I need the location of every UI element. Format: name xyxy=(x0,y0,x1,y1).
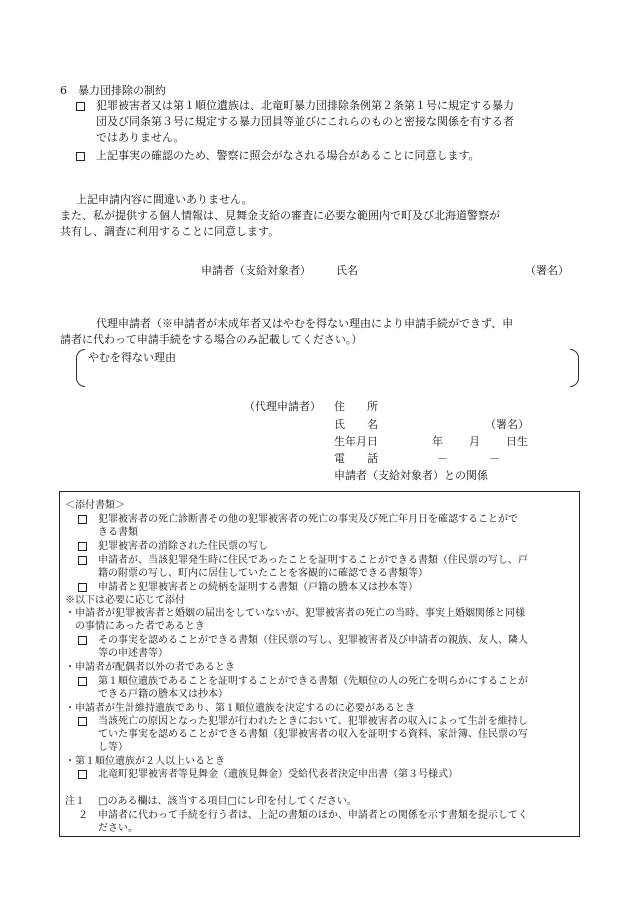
phone-dash: － xyxy=(437,452,448,465)
attachments-title: ＜添付書類＞ xyxy=(65,500,125,511)
agent-address-label: 住 所 xyxy=(334,400,378,413)
phone-dash: － xyxy=(489,452,500,465)
reason-bracket-left xyxy=(76,349,85,387)
attachment-text: 犯罪被害者の消除された住民票の写し xyxy=(98,541,268,552)
checkbox-doc3[interactable] xyxy=(78,556,87,565)
attachment-text: 申請者と犯罪被害者との続柄を証明する書類（戸籍の謄本又は抄本等） xyxy=(98,582,418,593)
agent-sign-label: （署名） xyxy=(485,418,529,431)
checkbox-doc2[interactable] xyxy=(78,542,87,551)
attachment-text: 籍の附票の写し、町内に居住していたことを客観的に確認できる書類等） xyxy=(98,568,428,579)
note2-label: ２ xyxy=(78,810,88,821)
attachment-text: 北竜町犯罪被害者等見舞金（遺族見舞金）受給代表者決定申出書（第３号様式） xyxy=(98,769,458,780)
applicant-name-label: 氏名 xyxy=(336,264,358,277)
note-text: ださい。 xyxy=(98,823,138,834)
checkbox-item1[interactable] xyxy=(76,102,85,111)
attachment-text: 申請者が、当該犯罪発生時に住民であったことを証明することができる書類（住民票の写し、戸 xyxy=(98,555,528,566)
agent-birth-label: 生年月日 xyxy=(334,435,378,448)
condition-text: ・申請者が生計維持遺族であり、第１順位遺族を決定するのに必要があるとき xyxy=(65,703,415,714)
checkbox-cond4[interactable] xyxy=(78,770,87,779)
reason-bracket-right xyxy=(570,349,579,387)
checkbox-cond3[interactable] xyxy=(78,717,87,726)
attachment-text: その事実を認めることができる書類（住民票の写し、犯罪被害者及び申請者の親族、友人、隣人 xyxy=(98,635,528,646)
agent-note: 代理申請者（※申請者が未成年者又はやむを得ない理由により申請手続ができず、申 xyxy=(96,317,514,330)
agent-phone-label: 電 話 xyxy=(334,452,378,465)
conditional-note: ※以下は必要に応じて添付 xyxy=(65,595,185,606)
attachment-text: 犯罪被害者の死亡診断書その他の犯罪被害者の死亡の事実及び死亡年月日を確認することがで xyxy=(98,514,518,525)
agent-label: （代理申請者） xyxy=(244,400,321,413)
declaration-line: また、私が提供する個人情報は、見舞金支給の審査に必要な範囲内で町及び北海道警察が xyxy=(60,209,500,222)
attachment-text: 当該死亡の原因となった犯罪が行われたときにおいて、犯罪被害者の収入によって生計を維持し xyxy=(98,716,528,727)
note-text: □のある欄は、該当する項目□にレ印を付してください。 xyxy=(98,796,357,807)
checkbox-item2[interactable] xyxy=(76,152,85,161)
attachment-text: できる戸籍の謄本又は抄本） xyxy=(98,689,228,700)
checkbox-cond2[interactable] xyxy=(78,677,87,686)
condition-text: ・申請者が犯罪被害者と婚姻の届出をしていないが、犯罪被害者の死亡の当時、事実上婚姻関係と同様 xyxy=(65,608,525,619)
condition-text: ・第１順位遺族が２人以上いるとき xyxy=(65,756,225,767)
declaration-line: 上記申請内容に間違いありません。 xyxy=(76,193,253,206)
birth-day-label: 日生 xyxy=(506,435,528,448)
checkbox-cond1[interactable] xyxy=(78,636,87,645)
checkbox-doc4[interactable] xyxy=(78,583,87,592)
clause-text: ではありません。 xyxy=(96,131,185,144)
birth-month-label: 月 xyxy=(469,435,480,448)
applicant-label: 申請者（支給対象者） xyxy=(201,264,311,277)
clause-text: 犯罪被害者又は第１順位遺族は、北竜町暴力団排除条例第２条第１号に規定する暴力 xyxy=(96,99,514,112)
agent-name-label: 氏 名 xyxy=(334,418,378,431)
condition-text: の事情にあった者であるとき xyxy=(65,621,205,632)
attachment-text: きる書類 xyxy=(98,527,138,538)
attachment-text: し等） xyxy=(98,742,128,753)
clause-text: 上記事実の確認のため、警察に照会がなされる場合があることに同意します。 xyxy=(96,149,480,162)
declaration-line: 共有し、調査に利用することに同意します。 xyxy=(60,225,280,238)
birth-year-label: 年 xyxy=(432,435,443,448)
note-text: 申請者に代わって手続を行う者は、上記の書類のほか、申請者との関係を示す書類を提示してく xyxy=(98,810,528,821)
section-heading: 6 暴力団排除の制約 xyxy=(60,84,166,97)
reason-label: やむを得ない理由 xyxy=(88,351,176,364)
condition-text: ・申請者が配偶者以外の者であるとき xyxy=(65,662,235,673)
clause-text: 団及び同条第３号に規定する暴力団員等並びにこれらのものと密接な関係を有する者 xyxy=(96,115,514,128)
applicant-sign-label: （署名） xyxy=(525,264,569,277)
attachment-text: ていた事実を認めることができる書類（犯罪被害者の収入を証明する資料、家計簿、住民票の写 xyxy=(98,729,528,740)
note1-label: 注１ xyxy=(65,796,85,807)
agent-note: 請者に代わって申請手続をする場合のみ記載してください。） xyxy=(60,333,363,346)
attachment-text: 等の申述書等） xyxy=(98,648,168,659)
checkbox-doc1[interactable] xyxy=(78,515,87,524)
attachment-text: 第１順位遺族であることを証明することができる書類（先順位の人の死亡を明らかにすることが xyxy=(98,676,528,687)
agent-relation-label: 申請者（支給対象者）との関係 xyxy=(334,469,488,482)
